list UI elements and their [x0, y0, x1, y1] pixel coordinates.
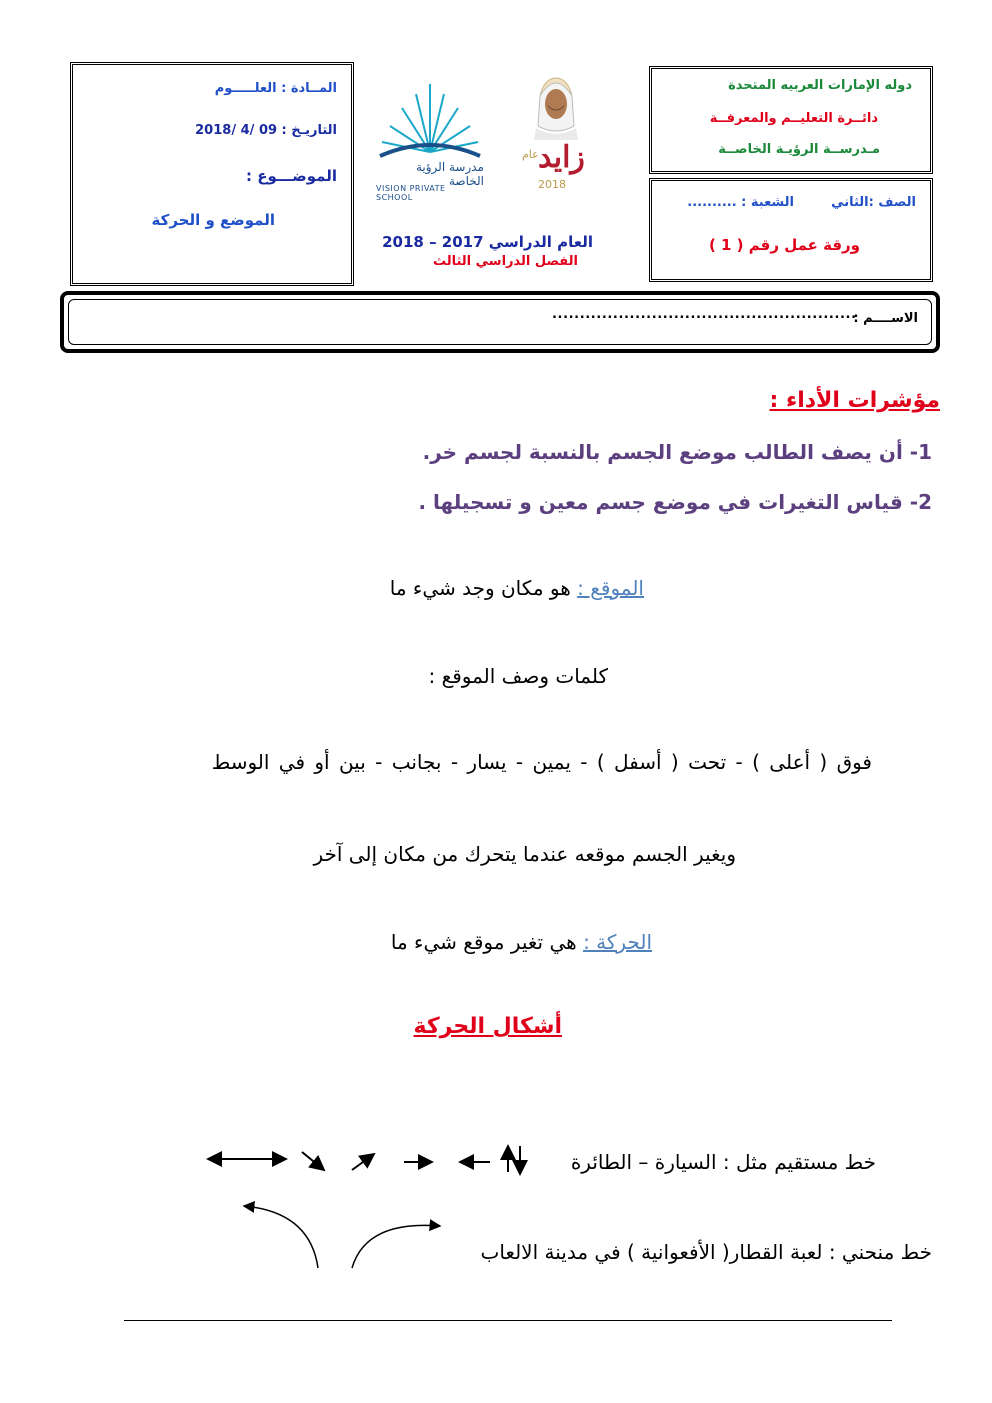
indicators-title: مؤشرات الأداء :	[769, 388, 940, 413]
curved-arrows-icon	[230, 1196, 460, 1272]
date-label: التاريـخ : 09 /4 /2018	[195, 123, 337, 138]
class-info-box	[649, 178, 933, 282]
location-def-text: هو مكان وجد شيء ما	[389, 576, 571, 600]
location-term: الموقع :	[577, 576, 644, 600]
country-name: دوله الإمارات العربيه المتحدة	[728, 78, 912, 93]
location-words-list: فوق ( أعلى ) - تحت ( أسفل ) - يمين - يسار - بجانب - بين أو في الوسط	[211, 750, 872, 774]
school-name: مـدرســة الرؤيـة الخاصــة	[718, 142, 880, 157]
zayed-year-label: عام	[522, 148, 539, 161]
subject-label: المــادة : العلـــــوم	[214, 81, 337, 96]
school-name-en: VISION PRIVATE SCHOOL	[376, 184, 446, 202]
school-name-ar: مدرسة الرؤية الخاصة	[415, 160, 484, 188]
school-info-box	[649, 66, 933, 174]
change-sentence: ويغير الجسم موقعه عندما يتحرك من مكان إلى آخر	[313, 842, 736, 866]
section-label: الشعبة : ..........	[687, 195, 794, 210]
name-label: الاســــم :	[853, 311, 918, 326]
topic-label: الموضـــوع :	[246, 167, 337, 185]
zayed-name-calligraphy: زايد	[538, 140, 585, 175]
zayed-year-logo	[518, 66, 588, 198]
name-input[interactable]: .......................................................	[552, 307, 857, 322]
straight-arrows-icon	[200, 1140, 530, 1180]
motion-term: الحركة :	[583, 930, 652, 954]
location-definition	[390, 576, 644, 600]
grade-label: الصف :الثاني	[831, 195, 916, 210]
motion-forms-title: أشكال الحركة	[413, 1014, 562, 1039]
term-label: الفصل الدراسي الثالث	[432, 254, 578, 269]
sunburst-logo-icon	[372, 80, 484, 160]
name-field-box	[60, 291, 940, 353]
location-words-title: كلمات وصف الموقع :	[428, 664, 608, 688]
motion-def-text: هي تغير موقع شيء ما	[390, 930, 577, 954]
curved-line-example: خط منحني : لعبة القطار( الأفعوانية ) في مدينة الالعاب	[480, 1240, 932, 1264]
zayed-year-number: 2018	[538, 178, 566, 191]
indicator-item-1: 1- أن يصف الطالب موضع الجسم بالنسبة لجسم خر.	[422, 440, 932, 464]
motion-definition	[391, 930, 652, 954]
department-name: دائــرة التعليــم والمعرفــة	[709, 111, 878, 126]
topic-value: الموضع و الحركة	[151, 211, 275, 229]
academic-year: العام الدراسي 2017 – 2018	[382, 233, 593, 251]
worksheet-number: ورقة عمل رقم ( 1 )	[708, 236, 860, 254]
footer-divider	[124, 1320, 892, 1321]
subject-info-box	[70, 62, 354, 286]
vision-school-logo	[372, 80, 484, 200]
straight-line-example: خط مستقيم مثل : السيارة – الطائرة	[570, 1150, 876, 1174]
indicator-item-2: 2- قياس التغيرات في موضع جسم معين و تسجيلها .	[418, 490, 932, 514]
